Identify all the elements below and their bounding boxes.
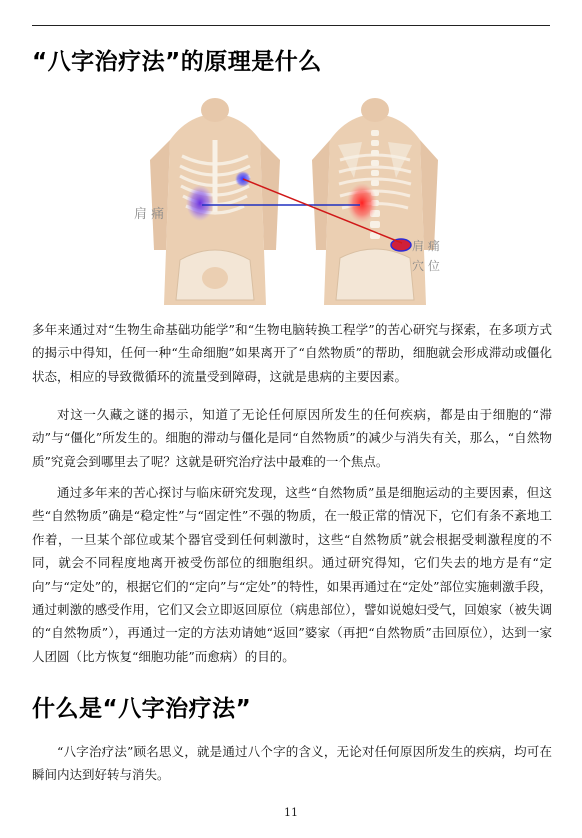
right-annotation-top: 肩 痛 [412,239,440,253]
red-pain-marker [347,183,377,223]
page-number: 11 [284,806,298,819]
section-heading-what-is: 什么是“八字治疗法” [32,696,252,722]
anatomy-illustration [134,100,450,305]
top-rule [32,25,550,26]
section-heading-principle: “八字治疗法”的原理是什么 [32,49,322,75]
paragraph-2: 对这一久藏之谜的揭示，知道了无论任何原因所发生的任何疾病，都是由于细胞的“滞动”与“僵化”所发生的。细胞的滞动与僵化是同“自然物质”的减少与消失有关，那么，“自然物质”究竟会到哪里去了呢？这就是研究治疗法中最难的一个焦点。 [32,407,552,469]
paragraph-1: 多年来通过对“生物生命基础功能学”和“生物电脑转换工程学”的苦心研究与探索，在多项方式的揭示中得知，任何一种“生命细胞”如果离开了“自然物质”的帮助，细胞就会形成滞动或僵化状态，相应的导致微循环的流量受到障碍，这就是患病的主要因素。 [32,322,552,384]
right-annotation-bottom: 穴 位 [412,259,440,273]
acupoint-marker [391,239,411,251]
paragraph-3: 通过多年来的苦心探讨与临床研究发现，这些“自然物质”虽是细胞运动的主要因素，但这些“自然物质”确是“稳定性”与“固定性”不强的物质，在一般正常的情况下，它们有条不紊地工作着，一旦某个部位或某个器官受到任何刺激时，这些“自然物质”就会根据受刺激程度的不同，就会不同程度地离开被受伤部位的细胞组织。通过研究得知，它们失去的地方是有“定向”与“定处”的，根据它们的“定向”与“定处”的特性，如果再通过在“定处”部位实施刺激手段，通过刺激的感受作用，它们又会立即返回原位（病患部位），譬如说媳妇受气，回娘家（被失调的“自然物质”），再通过一定的方法劝请她“返回”婆家（再把“自然物质”击回原位），达到一家人团圆（比方恢复“细胞功能”而愈病）的目的。 [32,485,553,664]
left-annotation: 肩 痛 [134,207,165,222]
purple-pain-marker [186,185,214,221]
paragraph-4: “八字治疗法”顾名思义，就是通过八个字的含义，无论对任何原因所发生的疾病，均可在瞬间内达到好转与消失。 [32,744,552,783]
front-torso-figure [150,98,280,305]
